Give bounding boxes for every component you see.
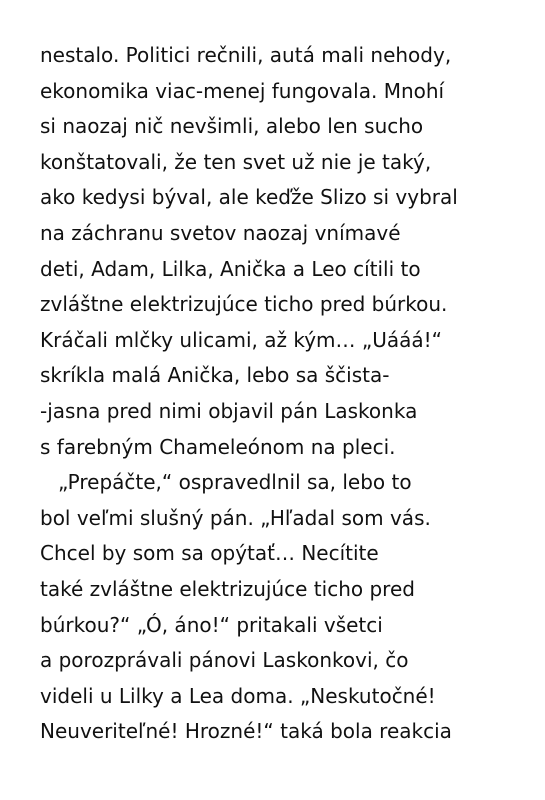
text-line: ako kedysi býval, ale keďže Slizo si vybral (40, 185, 458, 210)
text-line: Neuveriteľné! Hrozné!“ taká bola reakcia (40, 719, 452, 744)
text-line: Kráčali mlčky ulicami, až kým… „Uááá!“ (40, 327, 443, 352)
text-line: búrkou?“ „Ó, áno!“ pritakali všetci (40, 612, 383, 637)
text-line: bol veľmi slušný pán. „Hľadal som vás. (40, 505, 431, 530)
text-line: také zvláštne elektrizujúce ticho pred (40, 576, 415, 601)
text-line: si naozaj nič nevšimli, alebo len sucho (40, 114, 424, 139)
text-line: na záchranu svetov naozaj vnímavé (40, 220, 401, 245)
paragraph-start-line: „Prepáčte,“ ospravedlnil sa, lebo to (58, 470, 412, 495)
text-line: nestalo. Politici rečnili, autá mali nehody, (40, 43, 452, 67)
text-line: ekonomika viac-menej fungovala. Mnohí (40, 78, 445, 103)
text-line: Chcel by som sa opýtať… Necítite (40, 541, 379, 566)
text-line: zvláštne elektrizujúce ticho pred búrkou. (40, 292, 448, 317)
text-line: a porozprávali pánovi Laskonkovi, čo (40, 648, 409, 673)
text-line: s farebným Chameleónom na pleci. (40, 434, 396, 459)
text-line: skríkla malá Anička, lebo sa ščista- (40, 363, 390, 388)
text-line: konštatovali, že ten svet už nie je taký, (40, 149, 432, 174)
text-line: -jasna pred nimi objavil pán Laskonka (40, 398, 418, 423)
body-text (40, 38, 520, 750)
text-line: videli u Lilky a Lea doma. „Neskutočné! (40, 683, 436, 708)
text-line: deti, Adam, Lilka, Anička a Leo cítili to (40, 256, 421, 281)
